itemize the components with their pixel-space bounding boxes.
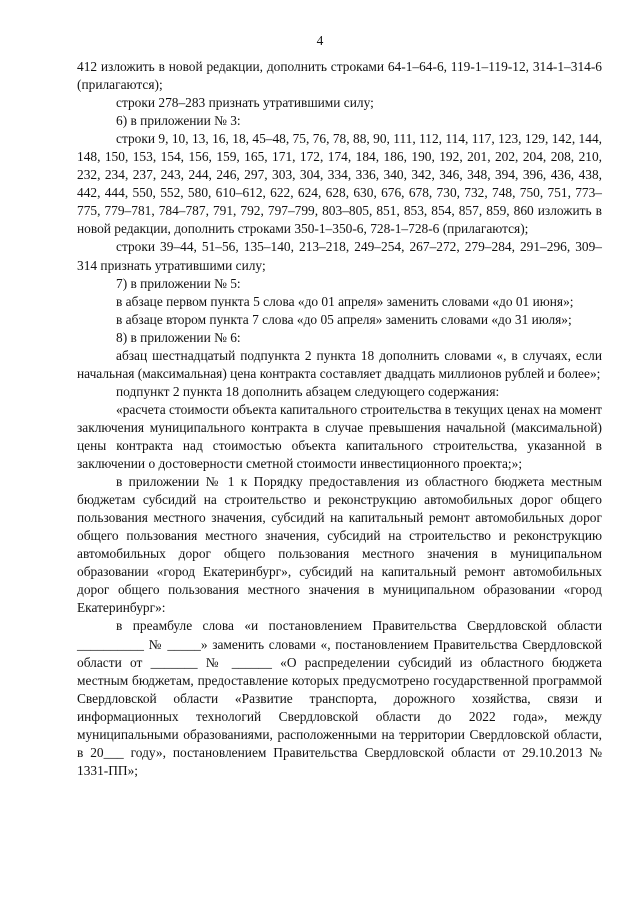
page-number: 4 (316, 33, 324, 48)
paragraph: в приложении № 1 к Порядку предоставления из областного бюджета местным бюджетам субсидий на строительство и реконструкцию автомобильных дорог общего пользования местного значения, субсидий на капитальный ремонт автомобильных дорог общего пользования местного значения, субсидий на строительство и реконструкцию автомобильных дорог общего пользования местного значения в муниципальном образовании «город Екатеринбург», субсидий на капитальный ремонт автомобильных дорог общего пользования местного значения в муниципальном образовании «город Екатеринбург»: (77, 474, 602, 616)
paragraph: в абзаце втором пункта 7 слова «до 05 апреля» заменить словами «до 31 июля»; (116, 311, 572, 327)
document-body (77, 58, 602, 780)
paragraph: абзац шестнадцатый подпункта 2 пункта 18 дополнить словами «, в случаях, если начальная (максимальная) цена контракта составляет двадцать миллионов рублей и более»; (77, 347, 602, 381)
paragraph: «расчета стоимости объекта капитального строительства в текущих ценах на момент заключения муниципального контракта в случае превышения начальной (максимальной) цены контракта над стоимостью объекта капитального строительства, указанной в заключении о достоверности сметной стоимости инвестиционного проекта;»; (77, 401, 602, 472)
paragraph: 8) в приложении № 6: (116, 329, 241, 345)
paragraph: в преамбуле слова «и постановлением Правительства Свердловской области __________ № _____» заменить словами «, постановлением Правительства Свердловской области от _______ № ______ «О распределении субсидий из областного бюджета местным бюджетам, предоставление которых предусмотрено государственной программой Свердловской области «Развитие транспорта, дорожного хозяйства, связи и информационных технологий Свердловской области до 2022 года», между муниципальными образованиями, расположенными на территории Свердловской области, в 20___ году», постановлением Правительства Свердловской области от 29.10.2013 № 1331-ПП»; (77, 618, 602, 778)
paragraph: 7) в приложении № 5: (116, 275, 241, 291)
paragraph: строки 9, 10, 13, 16, 18, 45–48, 75, 76, 78, 88, 90, 111, 112, 114, 117, 123, 129, 142, 144, 148, 150, 153, 154, 156, 159, 165, 171, 172, 174, 184, 186, 190, 192, 201, 202, 204, 208, 210, 232, 234, 237, 243, 244, 246, 297, 303, 304, 334, 336, 340, 342, 346, 348, 394, 396, 436, 438, 442, 444, 550, 552, 580, 610–612, 622, 624, 628, 630, 676, 678, 730, 732, 748, 750, 751, 773–775, 779–781, 784–787, 791, 792, 797–799, 803–805, 851, 853, 854, 857, 859, 860 изложить в новой редакции, дополнить строками 350-1–350-6, 728-1–728-6 (прилагаются); (77, 131, 602, 237)
paragraph: строки 278–283 признать утратившими силу; (116, 95, 374, 111)
paragraph: 412 изложить в новой редакции, дополнить строками 64-1–64-6, 119-1–119-12, 314-1–314-6 (прилагаются); (77, 59, 602, 93)
paragraph: в абзаце первом пункта 5 слова «до 01 апреля» заменить словами «до 01 июня»; (116, 293, 574, 309)
paragraph: подпункт 2 пункта 18 дополнить абзацем следующего содержания: (116, 383, 500, 399)
paragraph: 6) в приложении № 3: (116, 113, 241, 129)
paragraph: строки 39–44, 51–56, 135–140, 213–218, 249–254, 267–272, 279–284, 291–296, 309–314 признать утратившими силу; (77, 239, 602, 273)
